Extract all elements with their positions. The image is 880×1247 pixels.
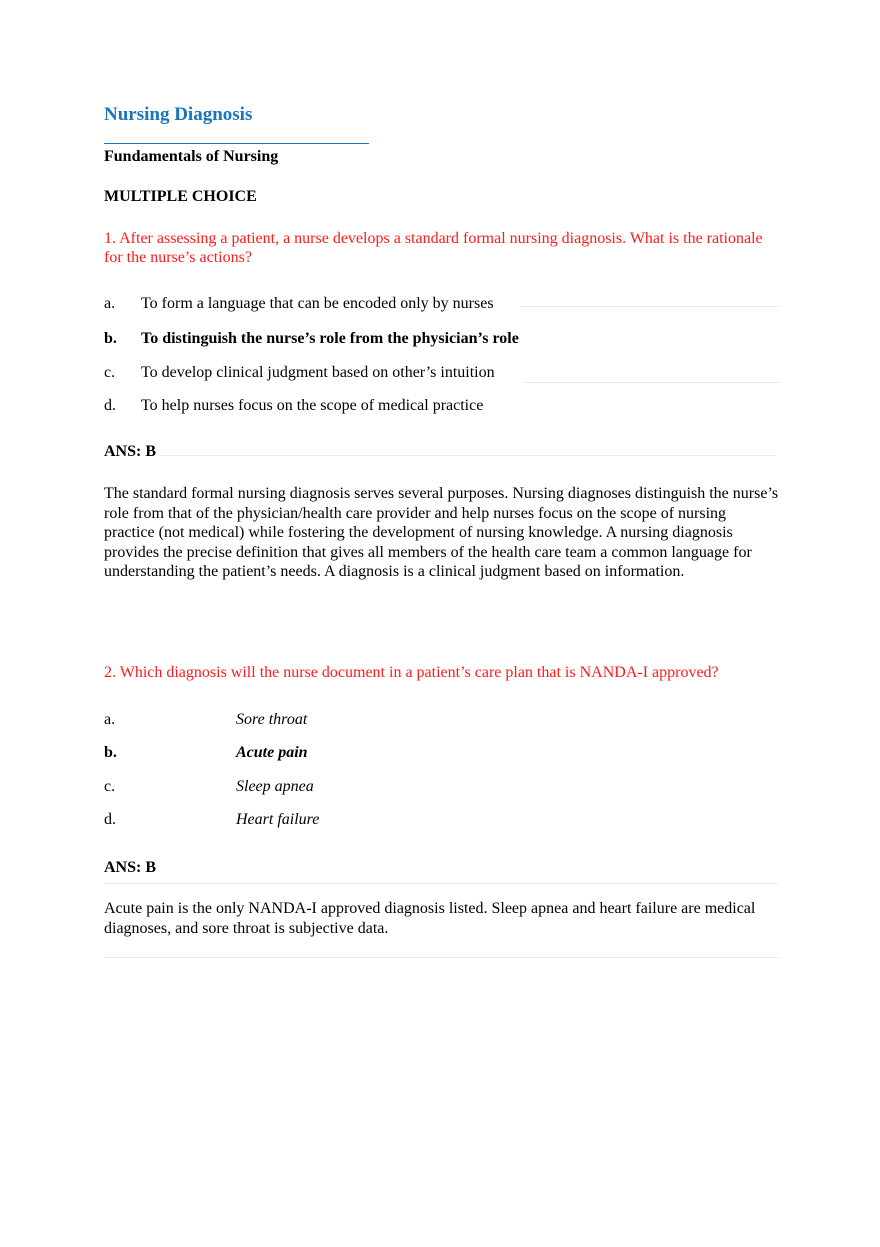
question-2-rationale: Acute pain is the only NANDA-I approved diagnosis listed. Sleep apnea and heart failure are medical diagnoses, and sore throat is subjective data. (104, 900, 756, 937)
question-2-option-a: Sore throat (236, 711, 308, 728)
question-2-stem: 2. Which diagnosis will the nurse document in a patient’s care plan that is NANDA-I approved? (104, 664, 719, 681)
question-1-stem: 1. After assessing a patient, a nurse develops a standard formal nursing diagnosis. What is the rationale for the nurse’s actions? (104, 230, 763, 266)
question-2-option-d-letter: d. (104, 811, 116, 828)
question-1-option-a: To form a language that can be encoded only by nurses (141, 295, 494, 312)
question-2-option-b-letter: b. (104, 744, 117, 761)
question-1-option-b: To distinguish the nurse’s role from the physician’s role (141, 330, 519, 347)
divider (104, 957, 780, 958)
divider (524, 382, 780, 383)
question-1-rationale: The standard formal nursing diagnosis serves several purposes. Nursing diagnoses distinguish the nurse’s role from that of the physician/health care provider and help nurses focus on the scope of nursing practice (not medical) while fostering the development of nursing knowledge. A nursing diagnosis provides the precise definition that gives all members of the health care team a common language for understanding the patient’s needs. A diagnosis is a clinical judgment based on information. (104, 485, 779, 580)
question-1-option-d-letter: d. (104, 397, 116, 414)
question-2-option-b: Acute pain (236, 744, 308, 761)
question-1-answer: ANS: B (104, 443, 157, 460)
question-2-option-c-letter: c. (104, 778, 116, 795)
title-underline (104, 143, 369, 144)
document-subtitle: Fundamentals of Nursing (104, 148, 279, 165)
question-1-option-a-letter: a. (104, 295, 116, 312)
divider (160, 455, 776, 456)
question-2-option-d: Heart failure (236, 811, 320, 828)
question-1-option-d: To help nurses focus on the scope of medical practice (141, 397, 484, 414)
divider (104, 883, 778, 884)
question-1-option-c: To develop clinical judgment based on other’s intuition (141, 364, 495, 381)
question-2-option-a-letter: a. (104, 711, 116, 728)
question-2-option-c: Sleep apnea (236, 778, 314, 795)
section-heading: MULTIPLE CHOICE (104, 188, 257, 205)
document-title: Nursing Diagnosis (104, 104, 253, 125)
question-2-answer: ANS: B (104, 859, 157, 876)
question-1-option-c-letter: c. (104, 364, 116, 381)
question-1-option-b-letter: b. (104, 330, 117, 347)
divider (520, 306, 780, 307)
